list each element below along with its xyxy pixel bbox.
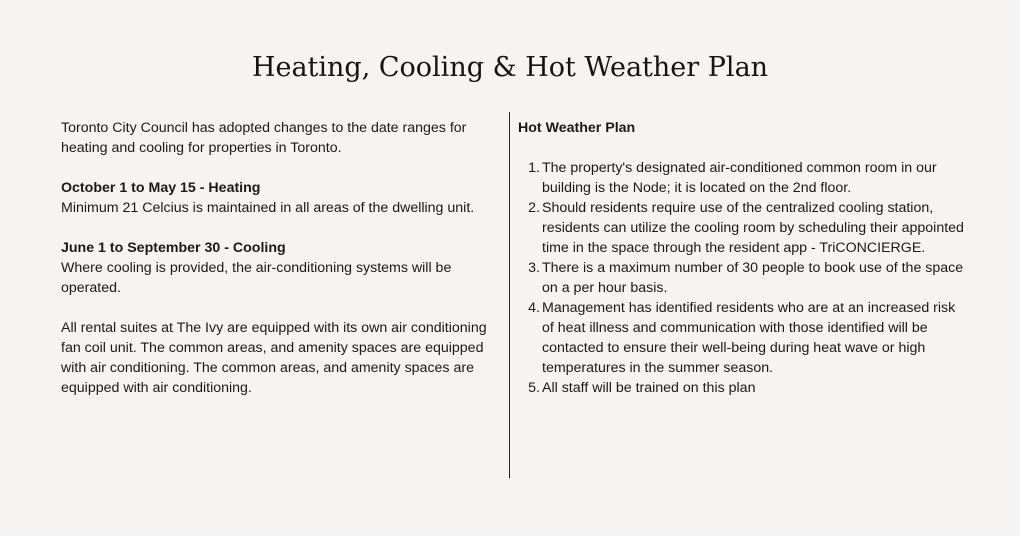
plan-item-text: All staff will be trained on this plan bbox=[542, 380, 756, 396]
plan-item-number: 5. bbox=[528, 380, 540, 396]
plan-item-text: There is a maximum number of 30 people to book use of the space on a per hour basis. bbox=[542, 260, 964, 296]
cooling-heading: June 1 to September 30 - Cooling bbox=[61, 240, 286, 256]
plan-item bbox=[518, 258, 968, 298]
plan-item bbox=[518, 158, 968, 198]
heating-heading: October 1 to May 15 - Heating bbox=[61, 180, 261, 196]
page-title: Heating, Cooling & Hot Weather Plan bbox=[251, 52, 769, 83]
plan-item-text: Management has identified residents who are at an increased risk of heat illness and communication with those identified will be contacted to ensure their well-being during heat wave or high temperatures in the summer season. bbox=[542, 300, 956, 376]
heating-text: Minimum 21 Celcius is maintained in all areas of the dwelling unit. bbox=[61, 200, 475, 216]
spacer bbox=[518, 138, 968, 158]
spacer bbox=[61, 298, 501, 318]
plan-item-number: 1. bbox=[528, 160, 540, 176]
plan-item bbox=[518, 198, 968, 258]
hot-weather-heading: Hot Weather Plan bbox=[518, 120, 636, 136]
hot-weather-plan-column bbox=[518, 118, 968, 398]
plan-item-number: 4. bbox=[528, 300, 540, 316]
plan-item bbox=[518, 378, 968, 398]
column-divider bbox=[509, 112, 510, 478]
suites-paragraph: All rental suites at The Ivy are equipped with its own air conditioning fan coil unit. The common areas, and amenity spaces are equipped with air conditioning. The common areas, and amenity spaces are equipped with air conditioning. bbox=[61, 320, 487, 396]
plan-item-number: 2. bbox=[528, 200, 540, 216]
hot-weather-plan-list bbox=[518, 158, 968, 398]
spacer bbox=[61, 158, 501, 178]
plan-item-text: Should residents require use of the centralized cooling station, residents can utilize the cooling room by scheduling their appointed time in the space through the resident app - TriCONCIERGE. bbox=[542, 200, 964, 256]
heating-cooling-column bbox=[61, 118, 501, 398]
plan-item-number: 3. bbox=[528, 260, 540, 276]
plan-item bbox=[518, 298, 968, 378]
intro-paragraph: Toronto City Council has adopted changes to the date ranges for heating and cooling for properties in Toronto. bbox=[61, 120, 467, 156]
spacer bbox=[61, 218, 501, 238]
plan-item-text: The property's designated air-conditioned common room in our building is the Node; it is located on the 2nd floor. bbox=[542, 160, 937, 196]
cooling-text: Where cooling is provided, the air-conditioning systems will be operated. bbox=[61, 260, 452, 296]
